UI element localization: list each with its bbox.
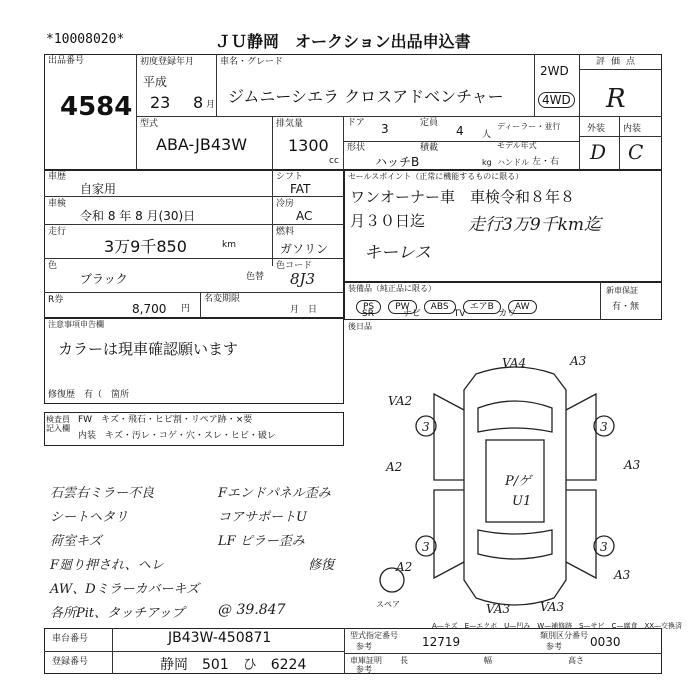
capacity-unit: 人 bbox=[482, 130, 492, 140]
mark-va2: VA2 bbox=[388, 394, 413, 408]
mark-va3-a: VA3 bbox=[486, 602, 511, 616]
dealer-label: ディーラー・並行 bbox=[497, 122, 561, 131]
model-type-label: 型式 bbox=[140, 119, 159, 129]
reg-year: 23 bbox=[150, 93, 171, 112]
mark-3-lr: 3 bbox=[422, 540, 430, 554]
recycle-amount: 8,700 bbox=[132, 302, 167, 316]
mileage: 3万9千850 bbox=[104, 237, 187, 256]
reg-month-unit: 月 bbox=[206, 100, 216, 110]
era: 平成 bbox=[143, 75, 168, 89]
cc-unit: cc bbox=[329, 156, 339, 166]
load-label: 積載 bbox=[420, 143, 439, 153]
history-label: 車歴 bbox=[48, 172, 67, 182]
model-code: ABA-JB43W bbox=[156, 135, 248, 154]
handle: 左・右 bbox=[532, 157, 560, 167]
drive-4wd: 4WD bbox=[538, 92, 575, 108]
right-front-panel bbox=[566, 394, 596, 480]
inspector-row-1: FW キズ・飛石・ヒビ割・リペア跡・×要 bbox=[78, 415, 253, 425]
interior-label: 内装 bbox=[623, 124, 642, 134]
drive-2wd: 2WD bbox=[540, 64, 569, 78]
width-label: 幅 bbox=[484, 656, 492, 665]
height-label: 高さ bbox=[568, 656, 584, 665]
left-rear-panel bbox=[434, 490, 464, 578]
history: 自家用 bbox=[80, 182, 117, 196]
hand-left-1: 石雲右ミラー不良 bbox=[50, 486, 155, 501]
exterior-label: 外装 bbox=[587, 124, 606, 134]
hand-right-3: LF ピラー歪み bbox=[218, 534, 305, 549]
mark-a3-top: A3 bbox=[570, 354, 587, 368]
equip-abs: ABS bbox=[424, 300, 456, 314]
door: 3 bbox=[381, 122, 389, 136]
score: R bbox=[606, 84, 626, 114]
lot-number: 4584 bbox=[60, 92, 133, 122]
right-rear-panel bbox=[566, 490, 596, 578]
sales-line-1: ワンオーナー車 車検令和８年８ bbox=[350, 188, 576, 206]
equip-leather: カワ bbox=[498, 309, 517, 319]
reg-no-label: 登録番号 bbox=[52, 657, 89, 667]
color-code: 8J3 bbox=[290, 270, 316, 288]
sales-points-label: セールスポイント（正常に機能するものに限る） bbox=[348, 172, 524, 181]
category-label: 類別区分番号 bbox=[540, 631, 588, 640]
chassis-label: 車台番号 bbox=[52, 634, 89, 644]
mark-va3-b: VA3 bbox=[540, 600, 565, 614]
hand-right-4: 修復 bbox=[308, 558, 335, 573]
equip-ps: PS bbox=[356, 300, 381, 314]
repair-history: 修復歴 有（ 箇所 bbox=[48, 390, 130, 400]
hand-right-1: Fエンドパネル歪み bbox=[218, 486, 331, 501]
inspector-row-2: 内装 キズ・汚レ・コゲ・穴・スレ・ヒビ・破レ bbox=[78, 431, 276, 441]
shift-label: シフト bbox=[276, 172, 304, 182]
mark-u1: U1 bbox=[512, 494, 532, 509]
hand-left-2: シートヘタリ bbox=[50, 510, 129, 525]
equip-navi: ナビ bbox=[402, 309, 421, 319]
left-front-panel bbox=[434, 394, 464, 480]
notes-label: 注意事項申告欄 bbox=[48, 320, 104, 329]
first-reg-label: 初度登録年月 bbox=[140, 57, 195, 67]
color: ブラック bbox=[80, 272, 128, 286]
equipment-row-2 bbox=[362, 309, 516, 319]
hand-left-4: F廻り押され、ヘレ bbox=[50, 558, 164, 573]
odometer-note: @ 39.847 bbox=[218, 602, 286, 618]
sales-hand-1: 走行3万9千km迄 bbox=[468, 215, 602, 235]
model-year-label: モデル年式 bbox=[497, 141, 537, 150]
hand-left-6: 各所Pit、タッチアップ bbox=[50, 606, 185, 621]
lot-label: 出品番号 bbox=[48, 56, 85, 66]
sales-hand-2: キーレス bbox=[364, 243, 432, 263]
spare-label: スペア bbox=[376, 600, 400, 609]
sales-line-2: 月３０日迄 bbox=[350, 212, 426, 230]
mark-a3-right: A3 bbox=[624, 458, 641, 472]
ref-label-3: 参考 bbox=[356, 665, 372, 674]
recycle-label: R券 bbox=[48, 295, 64, 305]
equip-pw: PW bbox=[388, 300, 416, 314]
equip-airbag: エアB bbox=[463, 300, 501, 314]
warranty-value: 有・無 bbox=[612, 302, 640, 312]
ac: AC bbox=[296, 209, 313, 223]
form-title: ＪＵ静岡 オークション出品申込書 bbox=[215, 32, 471, 51]
color-code-label: 色コード bbox=[276, 261, 313, 271]
rear-window-outline bbox=[478, 530, 552, 559]
inspector-label: 検査員記入欄 bbox=[46, 415, 70, 433]
vehicle-name: ジムニーシエラ クロスアドベンチャー bbox=[228, 87, 504, 106]
mark-3-lf: 3 bbox=[422, 420, 430, 434]
equip-sr: SR bbox=[362, 309, 374, 319]
capacity-label: 定員 bbox=[420, 118, 439, 128]
warranty-label: 新車保証 bbox=[606, 286, 638, 295]
mark-a2-left: A2 bbox=[386, 460, 403, 474]
cert-label: 車庫証明 bbox=[350, 656, 382, 665]
name-change: 月 日 bbox=[290, 305, 318, 315]
inspection-label: 車検 bbox=[48, 199, 67, 209]
shift: FAT bbox=[290, 182, 311, 196]
displacement-label: 排気量 bbox=[276, 119, 304, 129]
recycle-unit: 円 bbox=[181, 304, 191, 314]
color-label: 色 bbox=[48, 261, 58, 271]
ac-label: 冷房 bbox=[276, 199, 295, 209]
chassis-number: JB43W-450871 bbox=[168, 630, 272, 646]
mark-3-rr: 3 bbox=[600, 540, 608, 554]
mileage-label: 走行 bbox=[48, 227, 67, 237]
equip-aw: AW bbox=[508, 300, 537, 314]
category: 0030 bbox=[590, 635, 621, 649]
shape: ハッチB bbox=[375, 155, 420, 169]
mark-p-ge: P/ゲ bbox=[505, 474, 532, 489]
hand-note-left bbox=[50, 482, 199, 626]
score-label: 評価点 bbox=[596, 57, 642, 67]
shape-label: 形状 bbox=[347, 143, 366, 153]
mark-va4: VA4 bbox=[502, 356, 527, 370]
handle-label: ハンドル bbox=[497, 158, 529, 167]
rear-items-label: 後日品 bbox=[348, 322, 372, 331]
hand-left-3: 荷室キズ bbox=[50, 534, 102, 549]
door-label: ドア bbox=[347, 118, 365, 128]
ref-label-2: 参考 bbox=[546, 642, 562, 651]
vehicle-name-label: 車名・グレード bbox=[220, 57, 284, 67]
reg-no: 静岡 501 ひ 6224 bbox=[160, 657, 307, 673]
serial-number: *10008020* bbox=[46, 32, 125, 47]
hand-left-5: AW、Dミラーカバーキズ bbox=[50, 582, 200, 597]
equip-tv: TV bbox=[453, 309, 466, 319]
color-change-label: 色替 bbox=[246, 272, 265, 282]
capacity: 4 bbox=[456, 124, 464, 138]
equipment-label: 装備品（純正品に限る） bbox=[348, 284, 436, 293]
reg-month: 8 bbox=[193, 93, 204, 112]
ref-label-1: 参考 bbox=[356, 642, 372, 651]
fuel: ガソリン bbox=[280, 242, 329, 256]
displacement: 1300 bbox=[288, 136, 329, 155]
exterior-grade: D bbox=[590, 140, 607, 164]
interior-grade: C bbox=[628, 140, 644, 164]
notes-text: カラーは現車確認願います bbox=[58, 340, 239, 358]
hand-note-right bbox=[218, 482, 334, 578]
length-label: 長 bbox=[400, 656, 408, 665]
damage-legend: A—キズ E—エクボ U—凹み W—補修跡 S—サビ C—腐食 XX—交換済 bbox=[432, 622, 683, 630]
type-designation: 12719 bbox=[422, 635, 461, 649]
fuel-label: 燃料 bbox=[276, 227, 295, 237]
mark-3-rf: 3 bbox=[600, 420, 608, 434]
inspection: 令和 8 年 8 月(30)日 bbox=[80, 209, 196, 223]
windshield-outline bbox=[478, 401, 552, 432]
load-unit: kg bbox=[482, 158, 492, 167]
type-designation-label: 型式指定番号 bbox=[350, 631, 398, 640]
hand-right-2: コアサポートU bbox=[218, 510, 307, 525]
mark-a2-low: A2 bbox=[396, 560, 413, 574]
name-change-label: 名変期限 bbox=[204, 294, 241, 304]
mileage-unit: km bbox=[222, 240, 236, 250]
mark-a3-low: A3 bbox=[614, 568, 631, 582]
